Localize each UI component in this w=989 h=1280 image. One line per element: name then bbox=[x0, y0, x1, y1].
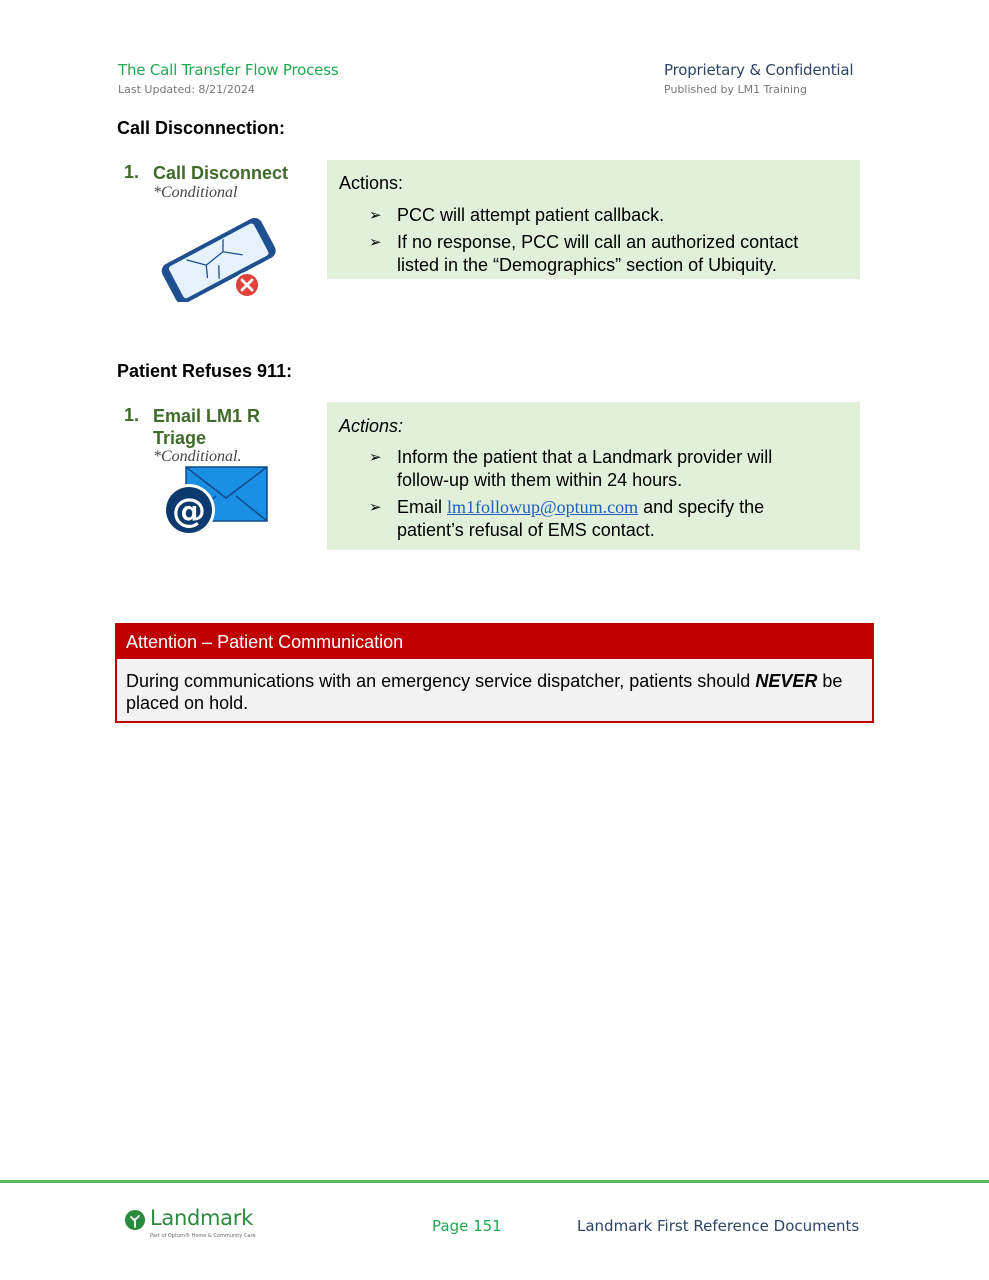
svg-text:@: @ bbox=[172, 491, 206, 531]
email-icon bbox=[160, 464, 270, 538]
document-title: The Call Transfer Flow Process bbox=[118, 61, 339, 79]
last-updated: Last Updated: 8/21/2024 bbox=[118, 83, 255, 96]
step-title-email-triage: Email LM1 R Triage bbox=[153, 406, 261, 448]
arrow-bullet-icon: ➢ bbox=[369, 499, 382, 516]
actions-box-email-triage bbox=[327, 402, 860, 550]
footer-reference: Landmark First Reference Documents bbox=[577, 1217, 860, 1235]
step-number: 1. bbox=[124, 162, 140, 182]
actions-label: Actions: bbox=[339, 173, 404, 193]
attention-body: During communications with an emergency service dispatcher, patients should NEVER be placed on hold. bbox=[126, 671, 843, 713]
broken-phone-icon bbox=[150, 212, 285, 302]
attention-callout bbox=[115, 623, 874, 723]
landmark-tree-icon bbox=[124, 1209, 146, 1231]
footer-divider bbox=[0, 1180, 989, 1183]
actions-list bbox=[369, 204, 839, 281]
list-item: ➢ Email lm1followup@optum.com and specify the patient’s refusal of EMS contact. bbox=[369, 497, 765, 540]
confidential-label: Proprietary & Confidential bbox=[664, 61, 854, 79]
step-condition: *Conditional. bbox=[153, 448, 242, 465]
list-item: ➢ PCC will attempt patient callback. bbox=[369, 205, 665, 225]
step-number: 1. bbox=[124, 405, 140, 425]
logo-tagline: Part of Optum® Home & Community Care bbox=[150, 1233, 256, 1239]
list-item: ➢ Inform the patient that a Landmark provider will follow-up with them within 24 hours. bbox=[369, 447, 773, 490]
arrow-bullet-icon: ➢ bbox=[369, 207, 382, 224]
actions-list bbox=[369, 446, 809, 546]
step-title-call-disconnect: Call Disconnect bbox=[153, 163, 289, 183]
step-condition: *Conditional bbox=[153, 184, 238, 201]
list-item: ➢ If no response, PCC will call an authorized contact listed in the “Demographics” section of Ubiquity. bbox=[369, 232, 799, 275]
attention-title: Attention – Patient Communication bbox=[117, 625, 872, 659]
actions-label: Actions: bbox=[339, 416, 404, 436]
section-heading-call-disconnection: Call Disconnection: bbox=[117, 118, 286, 138]
email-link[interactable]: lm1followup@optum.com bbox=[447, 497, 639, 517]
arrow-bullet-icon: ➢ bbox=[369, 449, 382, 466]
section-heading-patient-refuses: Patient Refuses 911: bbox=[117, 361, 293, 381]
page-number: Page 151 bbox=[432, 1217, 502, 1235]
actions-box-call-disconnect bbox=[327, 160, 860, 279]
never-emphasis: NEVER bbox=[755, 671, 818, 691]
published-by: Published by LM1 Training bbox=[664, 83, 807, 96]
arrow-bullet-icon: ➢ bbox=[369, 234, 382, 251]
landmark-logo: Landmark bbox=[150, 1206, 253, 1230]
